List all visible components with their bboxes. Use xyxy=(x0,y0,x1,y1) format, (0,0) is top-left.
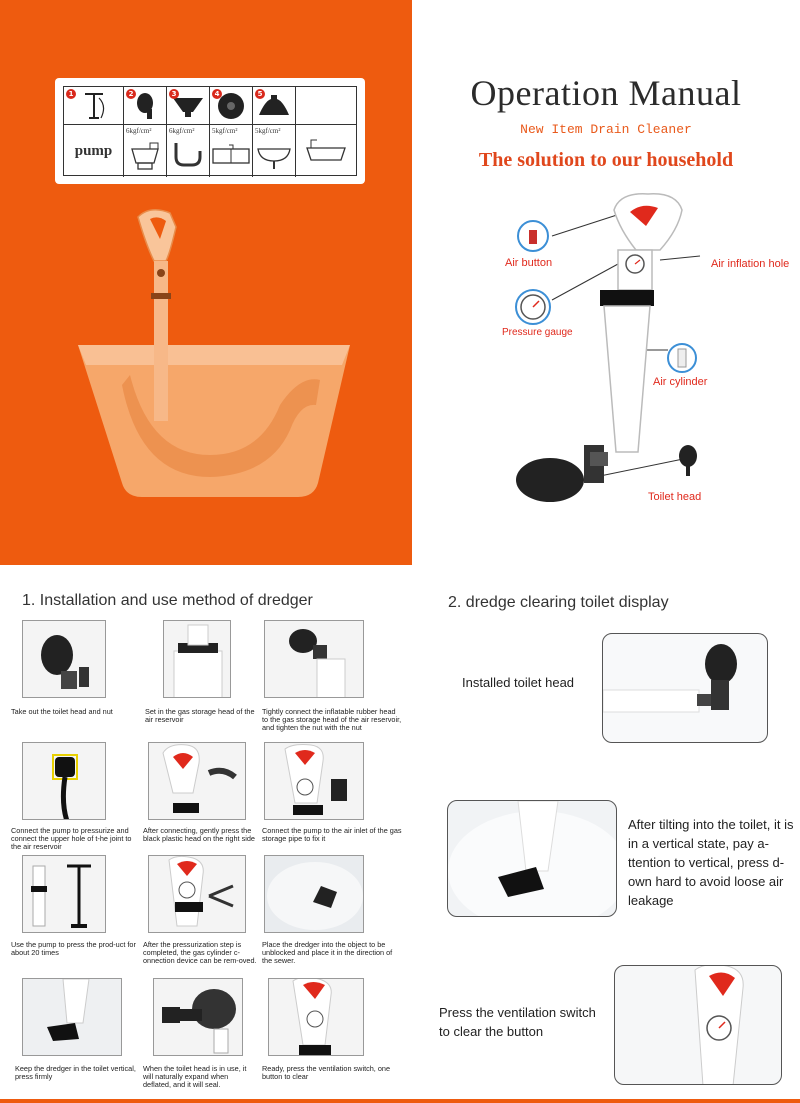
step-9 xyxy=(264,855,384,933)
keep-vertical-photo xyxy=(23,979,122,1056)
step-caption: Place the dredger into the object to be unblocked and place it in the direction of the sewer. xyxy=(262,940,393,966)
remove-cylinder-device-photo xyxy=(149,856,246,933)
spec-cell-head-5 xyxy=(253,87,296,125)
air-cylinder-callout-circle xyxy=(667,343,697,373)
spec-cell-bath xyxy=(296,125,356,177)
spec-table-card xyxy=(55,78,365,184)
bulb-head-icon xyxy=(133,91,157,121)
air-cylinder-icon xyxy=(669,345,695,371)
pipe-icon xyxy=(170,141,206,171)
step-caption: Keep the dredger in the toilet vertical, press firmly xyxy=(15,1064,136,1082)
reservoir-head-photo xyxy=(164,621,231,698)
toilet-icon xyxy=(128,141,162,171)
spec-cell-head-3 xyxy=(167,87,210,125)
step-11 xyxy=(153,978,273,1056)
display-caption-3: Press the ventilation switch to clear the button xyxy=(439,1005,596,1039)
press-switch-photo xyxy=(269,979,364,1056)
toilet-head-photo xyxy=(23,621,106,698)
step-photo xyxy=(22,855,106,933)
step-caption: Use the pump to press the prod-uct for about 20 times xyxy=(11,940,136,958)
manual-tagline: The solution to our household xyxy=(478,149,734,171)
pressure-label: 6kgf/cm² xyxy=(169,127,195,135)
step-photo xyxy=(268,978,364,1056)
pump-label: pump xyxy=(74,142,113,159)
display-caption-1: Installed toilet head xyxy=(462,675,575,690)
pressure-gauge-callout-circle xyxy=(515,289,551,325)
toilet-illustration xyxy=(70,205,360,505)
spec-cell-head-4 xyxy=(210,87,253,125)
tilting-in-toilet-photo xyxy=(448,801,617,917)
manual-title: Operation Manual xyxy=(470,73,742,113)
spec-number: 5 xyxy=(255,89,265,99)
pump-inlet-photo xyxy=(265,743,364,820)
head-expand-photo xyxy=(154,979,243,1056)
installed-head-photo xyxy=(603,634,768,743)
place-dredger-photo xyxy=(265,856,364,933)
spec-grid xyxy=(63,86,357,176)
display-photo-3 xyxy=(614,965,782,1085)
step-1 xyxy=(22,620,142,698)
hero-orange-panel xyxy=(0,0,412,565)
section2-heading: 2. dredge clearing toilet display xyxy=(448,594,669,611)
press-plastic-head-photo xyxy=(149,743,246,820)
step-photo xyxy=(264,620,364,698)
display-photo-2 xyxy=(447,800,617,917)
spec-number: 3 xyxy=(169,89,179,99)
section1-heading: 1. Installation and use method of dredger xyxy=(22,592,313,609)
pressure-gauge-icon xyxy=(517,291,549,323)
manual-subtitle: New Item Drain Cleaner xyxy=(520,122,692,137)
pressure-label: 5kgf/cm² xyxy=(255,127,281,135)
spec-cell-blank xyxy=(296,87,356,125)
air-button-label: Air button xyxy=(505,257,553,269)
step-caption: Take out the toilet head and nut xyxy=(11,707,113,716)
basin-icon xyxy=(254,141,294,171)
spec-cell-sink xyxy=(210,125,253,177)
step-12 xyxy=(268,978,388,1056)
step-caption: After the pressurization step is completed, the gas cylinder c-onnection device can be rem-oved. xyxy=(143,940,257,966)
step-caption: After connecting, gently press the black plastic head on the right side xyxy=(143,826,255,844)
step-photo xyxy=(163,620,231,698)
step-7 xyxy=(22,855,142,933)
step-4 xyxy=(22,742,142,820)
use-pump-photo xyxy=(23,856,106,933)
display-caption-2: After tilting into the toilet, it is in a vertical state, pay a-ttention to vertical, press d-own hard to avoid loose air leakage xyxy=(628,817,794,908)
pump-icon xyxy=(81,90,107,122)
step-photo xyxy=(22,978,122,1056)
pressure-label: 6kgf/cm² xyxy=(126,127,152,135)
display-photo-1 xyxy=(602,633,768,743)
spec-number: 4 xyxy=(212,89,222,99)
spec-cell-basin xyxy=(253,125,296,177)
pressure-gauge-label: Pressure gauge xyxy=(502,327,573,338)
step-photo xyxy=(22,742,106,820)
step-caption: Connect the pump to pressurize and connect the upper hole of t-he joint to the air reservoir xyxy=(11,826,132,852)
pump-connect-photo xyxy=(23,743,106,820)
step-photo xyxy=(22,620,106,698)
step-caption: Ready, press the ventilation switch, one button to clear xyxy=(262,1064,391,1082)
step-8 xyxy=(148,855,268,933)
spec-cell-head-2 xyxy=(124,87,167,125)
spec-cell-pipe xyxy=(167,125,210,177)
spec-cell-toilet xyxy=(124,125,167,177)
step-10 xyxy=(22,978,142,1056)
air-button-callout-circle xyxy=(517,220,549,252)
toilet-head-label: Toilet head xyxy=(648,491,702,503)
bottom-accent-line xyxy=(0,1099,800,1103)
step-photo xyxy=(148,855,246,933)
step-photo xyxy=(264,742,364,820)
spec-cell-pump-icon xyxy=(64,87,124,125)
step-photo xyxy=(153,978,243,1056)
step-3 xyxy=(264,620,384,698)
connect-head-photo xyxy=(265,621,364,698)
step-6 xyxy=(264,742,384,820)
air-cylinder-label: Air cylinder xyxy=(653,376,708,388)
bath-icon xyxy=(305,136,347,166)
pressure-label: 5kgf/cm² xyxy=(212,127,238,135)
spec-cell-pump-label xyxy=(64,125,124,177)
step-photo xyxy=(148,742,246,820)
step-5 xyxy=(148,742,268,820)
spec-number: 1 xyxy=(66,89,76,99)
step-caption: Connect the pump to the air inlet of the gas storage pipe to fix it xyxy=(262,826,402,844)
double-sink-icon xyxy=(211,143,251,169)
air-inflation-hole-label: Air inflation hole xyxy=(711,258,790,270)
step-photo xyxy=(264,855,364,933)
air-button-icon xyxy=(519,222,547,250)
step-caption: Tightly connect the inflatable rubber head to the gas storage head of the air reservoir, and tighten the nut with the nut xyxy=(262,707,402,733)
spec-number: 2 xyxy=(126,89,136,99)
step-caption: When the toilet head is in use, it will naturally expand when deflated, and it will seal. xyxy=(143,1064,247,1090)
ventilation-switch-photo xyxy=(615,966,782,1085)
step-caption: Set in the gas storage head of the air reservoir xyxy=(145,707,255,725)
